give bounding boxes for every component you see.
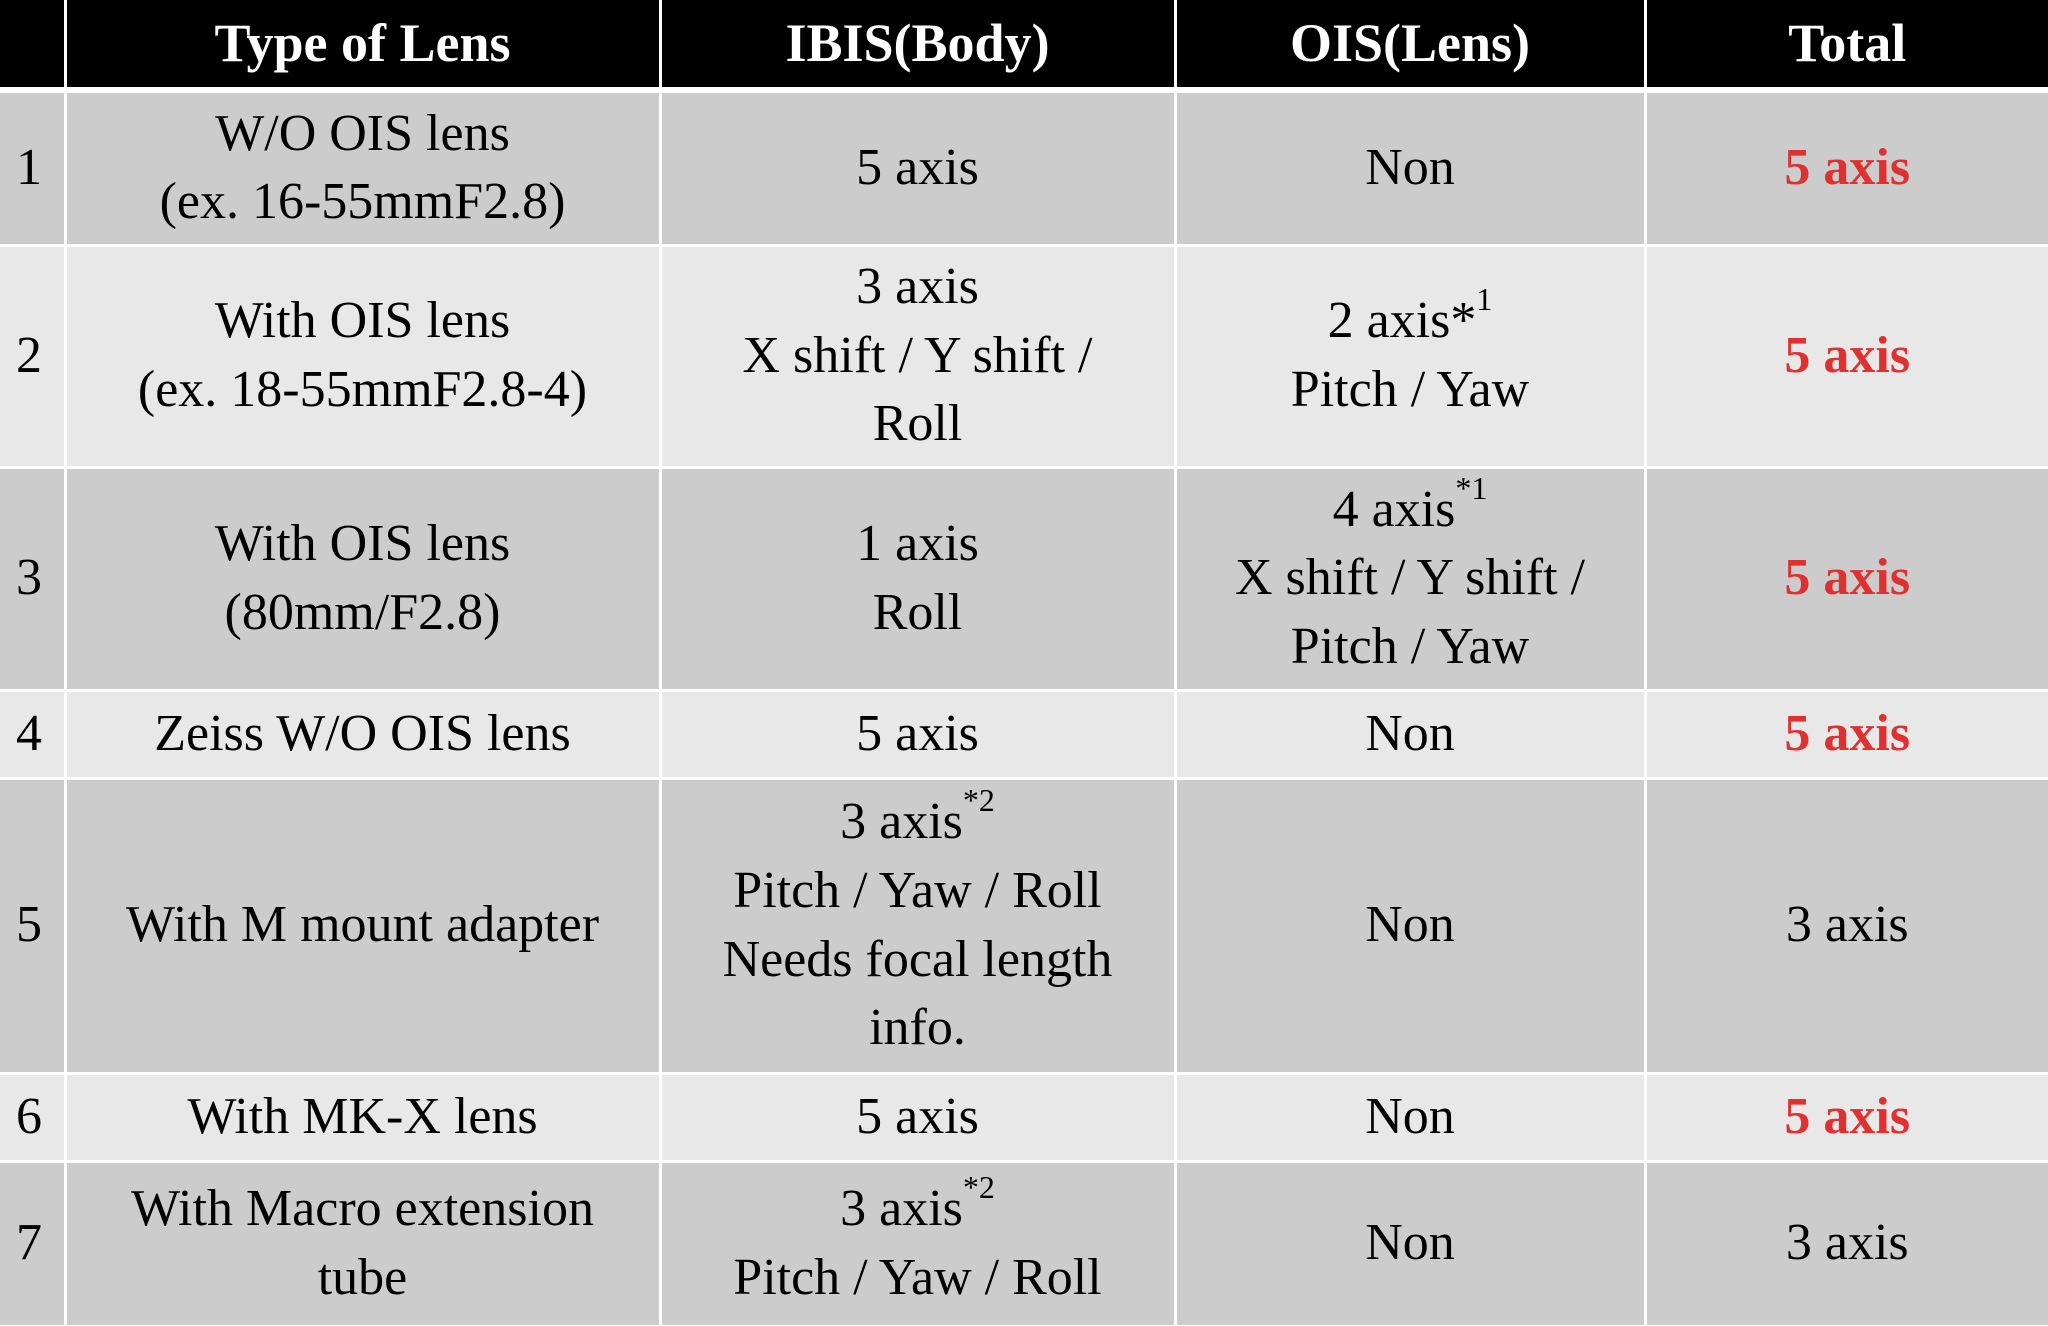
ibis-detail-line: Pitch / Yaw / Roll	[733, 861, 1102, 919]
ibis-axis-count: 5 axis	[856, 704, 979, 762]
table-row	[0, 467, 2048, 690]
cell-total	[1645, 778, 2048, 1073]
cell-type-of-lens	[65, 690, 660, 778]
header-ois-lens: OIS(Lens)	[1175, 0, 1645, 90]
ibis-detail-line: Pitch / Yaw / Roll	[733, 1248, 1102, 1306]
cell-type-of-lens	[65, 467, 660, 690]
ibis-detail-line: info.	[869, 999, 966, 1057]
ois-first-line	[1183, 134, 1638, 203]
lens-type-line: (ex. 16-55mmF2.8)	[159, 173, 566, 231]
cell-total	[1645, 467, 2048, 690]
ois-axis-count: 2 axis*	[1327, 292, 1477, 350]
cell-ibis	[660, 1073, 1175, 1161]
footnote-marker: *2	[962, 1168, 995, 1205]
table-body	[0, 90, 2048, 1326]
ois-first-line	[1183, 281, 1638, 356]
ois-detail-line: Pitch / Yaw	[1290, 617, 1530, 675]
ibis-axis-count: 3 axis	[840, 793, 963, 851]
total-value: 5 axis	[1784, 1087, 1911, 1145]
total-value: 5 axis	[1784, 549, 1911, 607]
ibis-first-line	[668, 510, 1168, 579]
cell-ois	[1175, 778, 1645, 1073]
table-header-row	[0, 0, 2048, 90]
cell-ibis	[660, 90, 1175, 245]
lens-type-line: W/O OIS lens	[215, 104, 510, 162]
total-value: 5 axis	[1784, 326, 1911, 384]
lens-type-line: (ex. 18-55mmF2.8-4)	[137, 361, 588, 418]
ois-detail-line: Pitch / Yaw	[1290, 361, 1530, 418]
ois-first-line	[1183, 700, 1638, 769]
lens-type-line: tube	[317, 1248, 408, 1306]
footnote-marker: *1	[1455, 469, 1488, 506]
total-value: 3 axis	[1785, 1214, 1909, 1272]
row-number: 6	[0, 1073, 65, 1161]
table-row	[0, 778, 2048, 1073]
cell-total	[1645, 1073, 2048, 1161]
cell-total	[1645, 1161, 2048, 1326]
ois-axis-count: Non	[1365, 704, 1455, 762]
cell-ibis	[660, 245, 1175, 467]
table-row	[0, 1073, 2048, 1161]
cell-ois	[1175, 90, 1645, 245]
ibis-first-line	[668, 253, 1168, 322]
ois-axis-count: Non	[1365, 1087, 1455, 1145]
ibis-axis-count: 1 axis	[856, 514, 979, 572]
header-type-of-lens: Type of Lens	[65, 0, 660, 90]
cell-ibis	[660, 690, 1175, 778]
table-row	[0, 90, 2048, 245]
cell-type-of-lens	[65, 1161, 660, 1326]
ibis-detail-line: Roll	[872, 395, 963, 453]
ibis-first-line	[668, 700, 1168, 769]
table-row	[0, 245, 2048, 467]
footnote-marker: *2	[962, 782, 995, 819]
total-value: 5 axis	[1784, 138, 1911, 196]
lens-type-line: Zeiss W/O OIS lens	[154, 704, 571, 762]
ibis-first-line	[668, 782, 1168, 857]
row-number: 1	[0, 90, 65, 245]
ibis-axis-count: 3 axis	[856, 258, 979, 316]
ibis-axis-count: 5 axis	[856, 1087, 979, 1145]
cell-ibis	[660, 1161, 1175, 1326]
lens-type-line: With OIS lens	[214, 292, 511, 350]
cell-ibis	[660, 778, 1175, 1073]
ibis-axis-count: 5 axis	[856, 138, 979, 196]
cell-type-of-lens	[65, 90, 660, 245]
ibis-first-line	[668, 1083, 1168, 1152]
row-number: 2	[0, 245, 65, 467]
cell-type-of-lens	[65, 1073, 660, 1161]
cell-total	[1645, 90, 2048, 245]
cell-type-of-lens	[65, 778, 660, 1073]
ibis-detail-line: X shift / Y shift /	[742, 326, 1093, 384]
table-row	[0, 1161, 2048, 1326]
cell-ois	[1175, 690, 1645, 778]
ois-axis-count: Non	[1365, 896, 1455, 954]
total-value: 3 axis	[1785, 896, 1909, 954]
ois-first-line	[1183, 1083, 1638, 1152]
ois-first-line	[1183, 469, 1638, 545]
ibis-first-line	[668, 1168, 1168, 1244]
ibis-axis-count: 3 axis	[840, 1179, 963, 1237]
row-number: 5	[0, 778, 65, 1073]
cell-total	[1645, 245, 2048, 467]
cell-ois	[1175, 245, 1645, 467]
row-number: 3	[0, 467, 65, 690]
ois-axis-count: Non	[1365, 1214, 1455, 1272]
ois-axis-count: Non	[1365, 138, 1455, 196]
table-row	[0, 690, 2048, 778]
header-total: Total	[1645, 0, 2048, 90]
ois-detail-line: X shift / Y shift /	[1234, 549, 1586, 607]
row-number: 4	[0, 690, 65, 778]
lens-type-line: With M mount adapter	[125, 896, 600, 954]
ois-axis-count: 4 axis	[1332, 480, 1456, 538]
ibis-detail-line: Roll	[872, 583, 963, 641]
ois-first-line	[1183, 1209, 1638, 1278]
ibis-first-line	[668, 134, 1168, 203]
header-ibis-body: IBIS(Body)	[660, 0, 1175, 90]
row-number: 7	[0, 1161, 65, 1326]
ibis-detail-line: Needs focal length	[722, 930, 1113, 988]
lens-type-line: (80mm/F2.8)	[224, 583, 501, 641]
lens-type-line: With OIS lens	[214, 514, 511, 572]
cell-type-of-lens	[65, 245, 660, 467]
lens-type-line: With MK-X lens	[187, 1087, 538, 1145]
header-num	[0, 0, 65, 90]
total-value: 5 axis	[1784, 704, 1911, 762]
lens-type-line: With Macro extension	[131, 1179, 594, 1237]
cell-total	[1645, 690, 2048, 778]
footnote-marker: 1	[1476, 281, 1493, 318]
cell-ois	[1175, 467, 1645, 690]
cell-ois	[1175, 1073, 1645, 1161]
ois-first-line	[1183, 891, 1638, 960]
cell-ois	[1175, 1161, 1645, 1326]
cell-ibis	[660, 467, 1175, 690]
